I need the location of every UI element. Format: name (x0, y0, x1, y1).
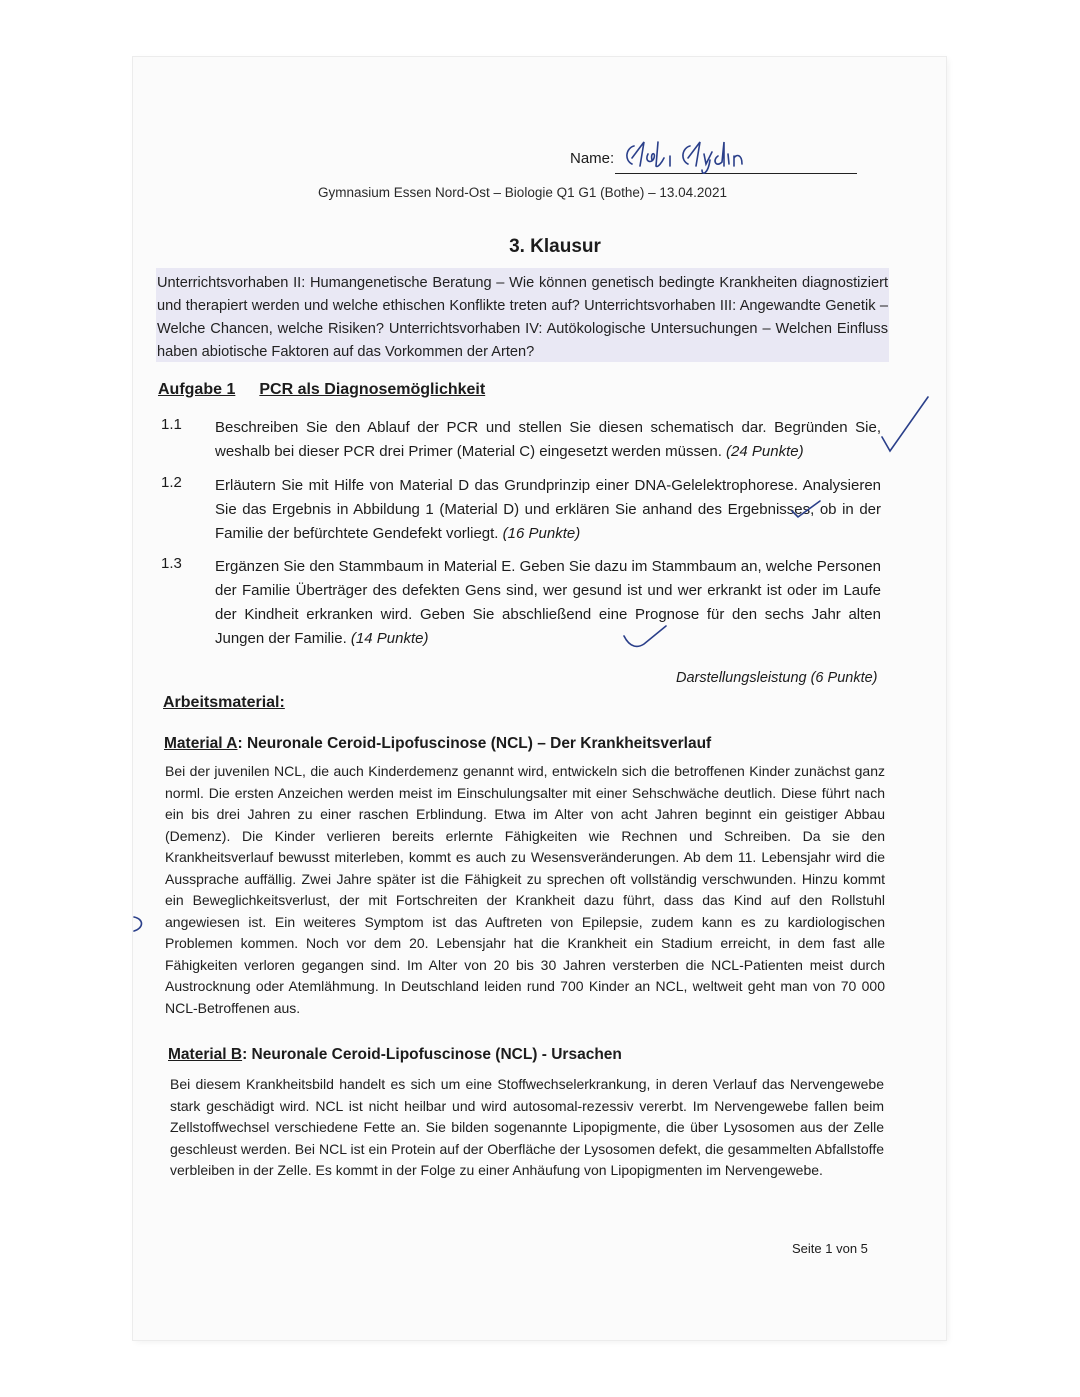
task-heading (158, 381, 485, 399)
checkmark-icon (788, 497, 824, 521)
unterrichtsvorhaben-text: Unterrichtsvorhaben II: Humangenetische Beratung – Wie können genetisch bedingte Krankheiten diagnostiziert und therapiert werden und welche ethischen Konflikte treten auf? Unterrichtsvorhaben III: Angewandte Genetik – Welche Chancen, welche Risiken? Unterrichtsvorhaben IV: Autökologische Untersuchungen – Welchen Einfluss haben abiotische Faktoren auf das Vorkommen der Arten? (157, 275, 888, 360)
school-line: Gymnasium Essen Nord-Ost – Biologie Q1 G1 (Bothe) – 13.04.2021 (318, 185, 727, 200)
material-a-text: Bei der juvenilen NCL, die auch Kinderdemenz genannt wird, entwickeln sich die betroffenen Kinder zunächst ganz norml. Die ersten Anzeichen werden meist im Einschulungsalter mit einer Sehschwäche deutlich. Diese führt nach ein bis drei Jahren zu einer raschen Erblindung. Etwa im Alter von acht Jahren beginnt ein geistiger Abbau (Demenz). Die Kinder verlieren bereits erlernte Fähigkeiten wie Rechnen und Schreiben. Da sie den Krankheitsverlauf bewusst miterleben, kommt es auch zu Wesensveränderungen. Ab dem 11. Lebensjahr wird die Aussprache auffällig. Zwei Jahre später ist die Fähigkeit zu sprechen oft vollständig verschwunden. Hinzu kommt ein Beweglichkeitsverlust, der mit Fortschreiten der Krankheit dazu führt, dass das Kind auf den Rollstuhl angewiesen ist. Ein weiteres Symptom ist das Auftreten von Epilepsie, zudem kann es zu kardiologischen Problemen kommen. Noch vor dem 20. Lebensjahr hat die Krankheit ein Stadium erreicht, in dem fast alle Fähigkeiten verloren gegangen sind. Im Alter von 20 bis 30 Jahren versterben die NCL-Patienten meist durch Austrocknung oder Atemlähmung. In Deutschland leiden rund 700 Kinder an NCL, weltweit geht man von 70 000 NCL-Betroffenen aus. (165, 763, 885, 1016)
arbeitsmaterial-heading: Arbeitsmaterial: (163, 694, 285, 711)
task-description: Ergänzen Sie den Stammbaum in Material E. Geben Sie dazu im Stammbaum an, welche Personen der Familie Überträger des defekten Gens sind, wer gesund ist und wer erkrankt ist oder im Laufe der Kindheit erkranken wird. Geben Sie abschließend eine Prognose für den sechs Jahr alten Jungen der Familie. (215, 558, 881, 647)
material-b-text: Bei diesem Krankheitsbild handelt es sich um eine Stoffwechselerkrankung, in deren Verlauf das Nervengewebe stark geschädigt wird. NCL ist nicht heilbar und wird autosomal-rezessiv vererbt. Im Nervengewebe fallen beim Zellstoffwechsel verschiedene Fette an. Sie bilden sogenannte Lipopigmente, die über Lysosomen aus der Zelle geschleust werden. Bei NCL ist ein Protein auf der Oberfläche der Lysosomen defekt, die gesammelten Abfallstoffe verbleiben in der Zelle. Es kommt in der Folge zu einer Anhäufung von Lipopigmenten im Nervengewebe. (170, 1076, 884, 1178)
task-number: 1.2 (161, 474, 182, 491)
handwritten-name-signature (618, 136, 768, 176)
page-title: 3. Klausur (509, 236, 601, 257)
material-a-label: Material A (164, 735, 238, 752)
task-points: (24 Punkte) (726, 443, 804, 460)
material-b-label: Material B (168, 1046, 243, 1063)
material-b-heading (168, 1046, 622, 1064)
task-number: 1.1 (161, 416, 182, 433)
task-points: (16 Punkte) (502, 525, 581, 542)
material-a-title: : Neuronale Ceroid-Lipofuscinose (NCL) – Der Krankheitsverlauf (237, 735, 712, 752)
checkmark-icon (620, 622, 670, 652)
material-b-title: : Neuronale Ceroid-Lipofuscinose (NCL) - Ursachen (242, 1046, 622, 1063)
task-points: (14 Punkte) (350, 630, 429, 647)
name-label: Name: (570, 150, 615, 167)
darstellungsleistung: Darstellungsleistung (6 Punkte) (676, 670, 878, 686)
checkmark-icon (878, 393, 932, 457)
margin-mark-icon (128, 914, 150, 934)
task-description: Erläutern Sie mit Hilfe von Material D das Grundprinzip einer DNA-Gelelektrophorese. Analysieren Sie das Ergebnis in Abbildung 1 (Material D) und erklären Sie anhand des Ergebnisses, ob in der Familie der befürchtete Gendefekt vorliegt. (215, 477, 881, 542)
task-text (215, 555, 881, 651)
task-number: 1.3 (161, 555, 182, 572)
task-title: PCR als Diagnosemöglichkeit (259, 381, 486, 398)
task-label: Aufgabe 1 (158, 381, 236, 398)
task-text (215, 474, 881, 546)
task-description: Beschreiben Sie den Ablauf der PCR und stellen Sie diesen schematisch dar. Begründen Sie, weshalb bei dieser PCR drei Primer (Material C) eingesetzt werden müssen. (215, 419, 881, 460)
task-text (215, 416, 881, 464)
page-number: Seite 1 von 5 (792, 1241, 868, 1256)
material-a-heading (164, 735, 711, 753)
name-row (570, 150, 614, 167)
